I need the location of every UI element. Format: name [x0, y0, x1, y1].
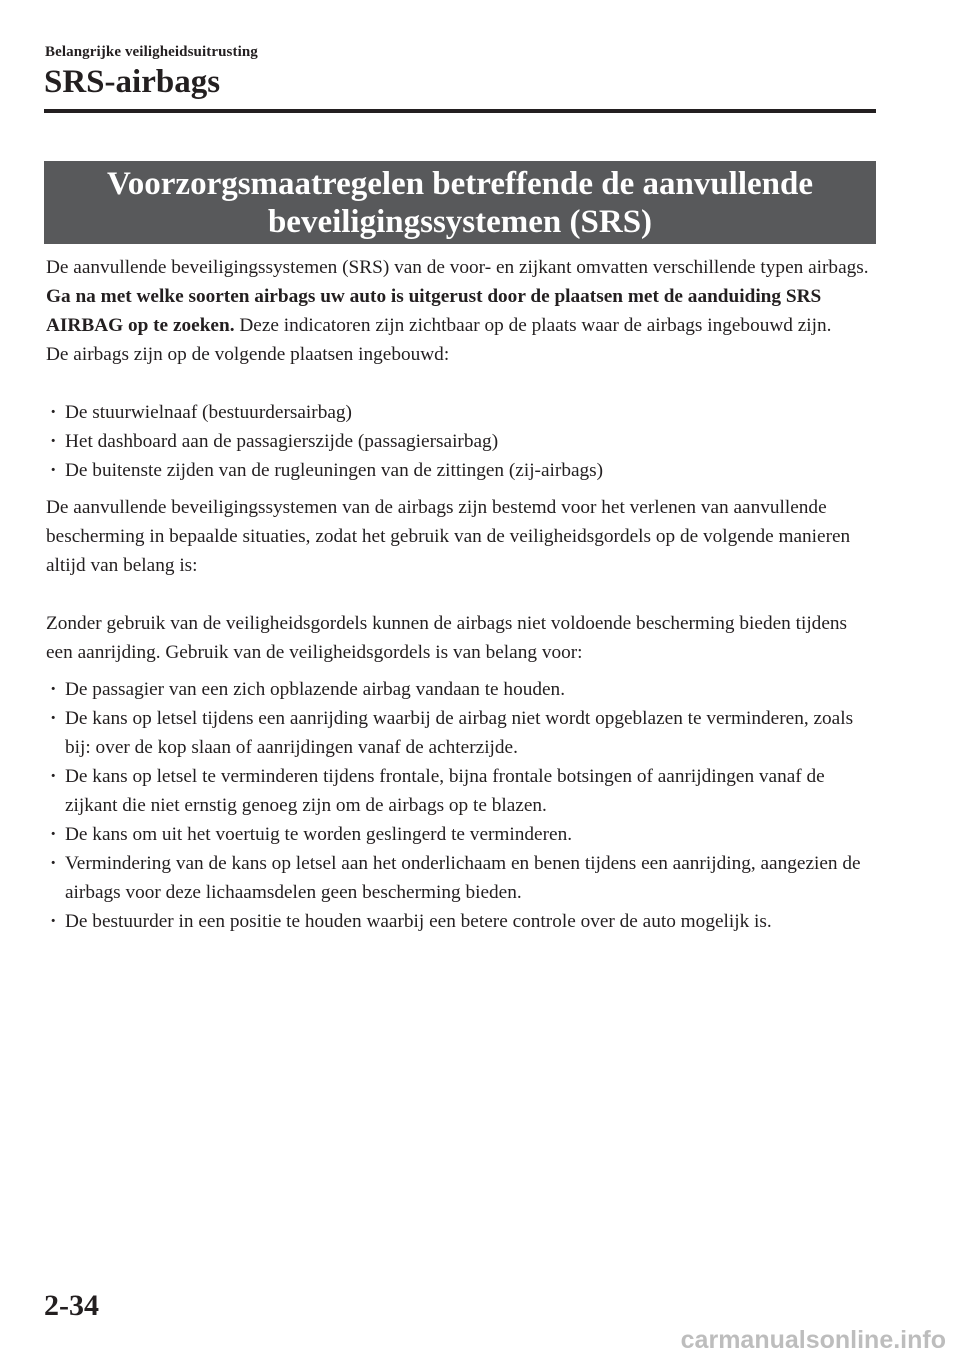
bullet-icon: ·	[50, 766, 57, 787]
list-item	[46, 907, 876, 936]
spacer	[46, 580, 876, 609]
bullet-icon: ·	[50, 402, 57, 423]
page-number: 2-34	[44, 1289, 99, 1322]
list-item	[46, 704, 876, 762]
seatbelt-reasons-list	[46, 675, 876, 936]
bullet-icon: ·	[50, 853, 57, 874]
list-item-text: De buitenste zijden van de rugleuningen van de zittingen (zij-airbags)	[65, 460, 604, 481]
section-label: Belangrijke veiligheidsuitrusting	[45, 44, 258, 60]
airbag-locations-list	[46, 398, 876, 485]
bullet-icon: ·	[50, 431, 57, 452]
list-item-text: De bestuurder in een positie te houden waarbij een betere controle over de auto mogelijk is.	[65, 911, 772, 932]
main-content	[46, 253, 876, 936]
spacer	[46, 667, 876, 675]
header-divider	[44, 109, 876, 113]
intro-text-2: Deze indicatoren zijn zichtbaar op de plaats waar de airbags ingebouwd zijn.	[234, 315, 832, 336]
spacer	[46, 369, 876, 398]
bullet-icon: ·	[50, 824, 57, 845]
bullet-icon: ·	[50, 679, 57, 700]
intro-paragraph	[46, 253, 876, 340]
section-heading-banner	[44, 161, 876, 244]
list-item-text: Het dashboard aan de passagierszijde (passagiersairbag)	[65, 431, 499, 452]
seatbelt-paragraph: Zonder gebruik van de veiligheidsgordels kunnen de airbags niet voldoende bescherming bieden tijdens een aanrijding. Gebruik van de veiligheidsgordels is van belang voor:	[46, 613, 848, 663]
list-item-text: Vermindering van de kans op letsel aan het onderlichaam en benen tijdens een aanrijding, aangezien de airbags voor deze lichaamsdelen geen bescherming bieden.	[65, 853, 861, 903]
list-item-text: De kans op letsel te verminderen tijdens frontale, bijna frontale botsingen of aanrijdingen vanaf de zijkant die niet ernstig genoeg zijn om de airbags op te blazen.	[65, 766, 825, 816]
list-item	[46, 398, 876, 427]
list-item	[46, 820, 876, 849]
list-item	[46, 675, 876, 704]
locations-intro: De airbags zijn op de volgende plaatsen ingebouwd:	[46, 344, 450, 365]
chapter-title: SRS-airbags	[44, 64, 221, 100]
list-item	[46, 427, 876, 456]
bullet-icon: ·	[50, 460, 57, 481]
list-item	[46, 456, 876, 485]
airbag-purpose-paragraph: De aanvullende beveiligingssystemen van de airbags zijn bestemd voor het verlenen van aanvullende bescherming in bepaalde situaties, zodat het gebruik van de veiligheidsgordels op de volgende manieren altijd van belang is:	[46, 497, 851, 576]
list-item	[46, 849, 876, 907]
intro-text-bold: Ga na met welke soorten airbags uw auto is uitgerust door de plaatsen met de aanduiding SRS AIRBAG op te zoeken.	[46, 286, 822, 336]
watermark-text: carmanualsonline.info	[680, 1326, 946, 1354]
list-item-text: De kans op letsel tijdens een aanrijding waarbij de airbag niet wordt opgeblazen te verminderen, zoals bij: over de kop slaan of aanrijdingen vanaf de achterzijde.	[65, 708, 854, 758]
spacer	[46, 485, 876, 493]
list-item-text: De stuurwielnaaf (bestuurdersairbag)	[65, 402, 352, 423]
list-item-text: De kans om uit het voertuig te worden geslingerd te verminderen.	[65, 824, 573, 845]
list-item-text: De passagier van een zich opblazende airbag vandaan te houden.	[65, 679, 566, 700]
section-heading-line-1: Voorzorgsmaatregelen betreffende de aanvullende	[106, 166, 814, 202]
list-item	[46, 762, 876, 820]
section-heading-line-2: beveiligingssystemen (SRS)	[267, 204, 653, 240]
bullet-icon: ·	[50, 708, 57, 729]
intro-text-1: De aanvullende beveiligingssystemen (SRS) van de voor- en zijkant omvatten verschillende typen airbags.	[46, 257, 869, 278]
bullet-icon: ·	[50, 911, 57, 932]
